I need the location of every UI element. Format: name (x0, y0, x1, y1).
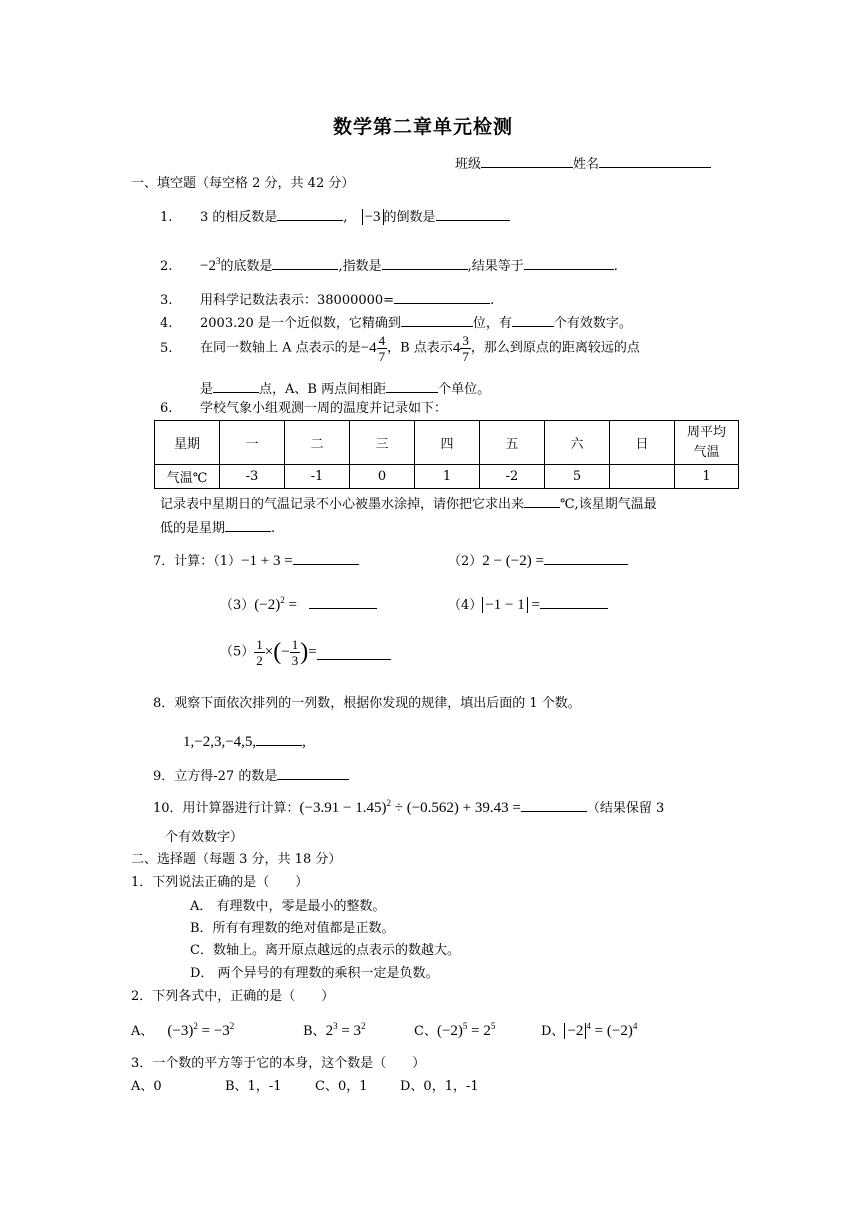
q7-p4 (448, 594, 608, 614)
q5-text-c: ，那么到原点的距离较远的点 (470, 340, 640, 356)
q8-seq: 1,−2,3,−4,5, (183, 734, 257, 750)
q7-p2-label: （2） (448, 554, 483, 569)
q6-blank-2[interactable] (225, 517, 271, 532)
q7-label: 7．计算： (153, 554, 214, 569)
q7-p1-expr: −1 + 3 = (241, 553, 293, 569)
table-cell: 三 (350, 421, 415, 465)
q8-text: 8．观察下面依次排列的一列数，根据你发现的规律，填出后面的 1 个数。 (153, 696, 581, 711)
q7-p5-expr: $\frac{1}{2}$ ×(− $\frac{1}{3}$ )= (256, 637, 317, 668)
s2-q3-option-c[interactable]: C、0，1 (315, 1079, 368, 1094)
s2-q2-b-label: B、 (303, 1024, 326, 1039)
s2-q2-option-d[interactable] (541, 1021, 637, 1040)
table-header-row (155, 421, 739, 465)
s2-q3-option-a[interactable]: A、0 (131, 1079, 162, 1094)
q10-line2: 个有效数字） (165, 830, 244, 845)
q6-after-text-b: ℃,该星期气温最 (560, 497, 657, 512)
q7-p4-label: （4） (448, 598, 483, 613)
student-info (455, 153, 711, 173)
q7-p5 (220, 638, 391, 667)
s2-q1-option-b[interactable]: B．所有有理数的绝对值都是正数。 (190, 921, 395, 936)
q7-p2-expr: 2 − (−2) = (482, 553, 544, 569)
q4-text-c: 个有效数字。 (553, 316, 632, 331)
table-cell: 5 (545, 465, 610, 489)
q6-intro-text: 学校气象小组观测一周的温度并记录如下： (200, 401, 448, 416)
s2-q2-c-label: C、 (414, 1024, 437, 1039)
q1-text-b: , (343, 210, 348, 225)
s2-q1-option-d[interactable]: D． 两个异号的有理数的乘积一定是负数。 (190, 966, 439, 981)
s2-q3-option-d[interactable]: D、0，1，-1 (400, 1079, 479, 1094)
q7-p2-blank[interactable] (544, 550, 628, 565)
q3-blank[interactable] (394, 289, 490, 304)
q2-blank-2[interactable] (382, 255, 468, 270)
q5-frac-b: 4 $\frac{3}{7}$ (452, 333, 469, 364)
q5-line2 (200, 378, 490, 398)
q7-p5-label: （5） (220, 644, 255, 660)
q5-line2-c: 个单位。 (438, 382, 491, 397)
q2-number: 2. (160, 259, 173, 274)
q9-line (153, 765, 349, 785)
q1-text-a: 3 的相反数是 (200, 210, 278, 225)
q6-intro (160, 401, 447, 417)
table-row (155, 465, 739, 489)
q4-blank-2[interactable] (512, 312, 554, 327)
q4-number: 4. (160, 316, 173, 331)
s2-q1-stem: 1．下列说法正确的是（ ） (131, 875, 309, 890)
s2-q2-option-c[interactable] (414, 1021, 495, 1040)
q7-p3 (220, 594, 377, 614)
q10-line (153, 797, 664, 817)
q9-text: 9．立方得-27 的数是 (153, 769, 278, 784)
q7-p1-blank[interactable] (293, 550, 359, 565)
s2-q2-c-expr: $(-2)^5 = 2^5$ (436, 1021, 496, 1039)
q1-blank-2[interactable] (436, 206, 510, 221)
s2-q2-d-label: D、 (541, 1024, 565, 1039)
q7-p4-blank[interactable] (540, 594, 608, 609)
page-title: 数学第二章单元检测 (333, 116, 514, 138)
q2-blank-1[interactable] (272, 255, 338, 270)
temperature-table (154, 420, 739, 489)
q1-line (160, 206, 510, 226)
table-cell: 星期 (155, 421, 220, 465)
q4-line (160, 312, 632, 332)
q3-text: 用科学记数法表示：38000000= (200, 293, 395, 308)
q6-after-end: . (271, 521, 276, 536)
q3-end: . (490, 293, 495, 308)
q6-after-line2 (160, 517, 275, 537)
class-blank[interactable] (481, 153, 573, 168)
s2-q1-option-a[interactable]: A． 有理数中，零是最小的整数。 (190, 899, 386, 914)
class-label: 班级 (455, 157, 482, 172)
q2-end: . (613, 259, 618, 274)
q7-p4-expr: −1 − 1 = (482, 597, 540, 613)
table-cell: 一 (220, 421, 285, 465)
q5-text-b: ，B 点表示 (387, 340, 453, 356)
q10-note: （结果保留 3 (586, 801, 665, 816)
q7-line1 (153, 550, 359, 570)
q1-blank-1[interactable] (277, 206, 343, 221)
q6-after-text-c: 低的是星期 (160, 521, 226, 536)
q2-text-b: ,指数是 (338, 259, 382, 274)
table-cell: 六 (545, 421, 610, 465)
q5-text-a: 在同一数轴上 A 点表示的是 (200, 340, 361, 356)
s2-q2-option-b[interactable] (303, 1021, 366, 1040)
q2-blank-3[interactable] (524, 255, 614, 270)
table-cell: 四 (415, 421, 480, 465)
q3-line (160, 289, 494, 309)
q2-line (160, 255, 618, 275)
table-cell: 周平均 气温 (675, 421, 739, 465)
q5-line2-a: 是 (200, 382, 214, 397)
s2-q3-stem: 3．一个数的平方等于它的本身，这个数是（ ） (131, 1056, 426, 1071)
name-blank[interactable] (599, 153, 711, 168)
q7-p2 (448, 550, 628, 570)
section2-heading: 二、选择题（每题 3 分，共 18 分） (131, 852, 342, 867)
q9-blank[interactable] (277, 765, 349, 780)
q2-base-expr: $-2^3$ (200, 256, 221, 274)
q3-number: 3. (160, 293, 173, 308)
s2-q1-option-c[interactable]: C．数轴上。离开原点越远的点表示的数越大。 (190, 943, 460, 958)
q8-end: , (302, 734, 306, 750)
q1-abs-expr: −3 (362, 209, 384, 225)
q5-blank-1[interactable] (213, 378, 259, 393)
q7-p3-blank[interactable] (309, 594, 377, 609)
s2-q2-a-label: A、 (131, 1024, 154, 1039)
table-cell: 1 (415, 465, 480, 489)
s2-q3-option-b[interactable]: B、1，-1 (225, 1079, 282, 1094)
section1-heading: 一、填空题（每空格 2 分，共 42 分） (131, 176, 355, 191)
q4-text-b: 位，有 (472, 316, 512, 331)
table-cell: -3 (220, 465, 285, 489)
q7-p5-blank[interactable] (317, 645, 391, 660)
q10-label: 10．用计算器进行计算： (153, 801, 300, 816)
table-cell: 日 (610, 421, 675, 465)
q5-frac-a: −4 $\frac{4}{7}$ (360, 333, 386, 364)
q5-number: 5. (160, 340, 173, 356)
name-label: 姓名 (573, 157, 600, 172)
q7-p3-label: （3） (220, 598, 255, 613)
table-cell-sunday[interactable] (610, 465, 675, 489)
s2-q2-b-expr: $2^3 = 3^2$ (325, 1021, 366, 1039)
q2-text-c: ,结果等于 (467, 259, 524, 274)
q8-sequence (183, 731, 306, 751)
q10-blank[interactable] (521, 797, 587, 812)
table-cell: 五 (480, 421, 545, 465)
q6-after-text-a: 记录表中星期日的气温记录不小心被墨水涂掉，请你把它求出来 (160, 497, 525, 512)
q6-number: 6. (160, 401, 173, 416)
q5-line (160, 334, 640, 363)
table-cell: 二 (285, 421, 350, 465)
q4-text-a: 2003.20 是一个近似数，它精确到 (200, 316, 401, 331)
q2-text-a: 的底数是 (220, 259, 273, 274)
table-cell: 气温℃ (155, 465, 220, 489)
q8-blank[interactable] (256, 731, 302, 746)
q5-line2-b: 点，A、B 两点间相距 (259, 382, 387, 397)
q1-text-c: 的倒数是 (383, 210, 436, 225)
q7-p1-label: （1） (213, 554, 242, 569)
q1-number: 1. (160, 210, 173, 225)
table-cell: 1 (675, 465, 739, 489)
s2-q2-d-expr: −2 $^4 = (-2)^4$ (564, 1023, 637, 1039)
q4-blank-1[interactable] (401, 312, 473, 327)
q6-after-line1 (160, 493, 657, 513)
table-cell: -1 (285, 465, 350, 489)
table-cell: 0 (350, 465, 415, 489)
s2-q2-a-expr: $(-3)^2 = -3^2$ (167, 1021, 235, 1039)
q6-blank-1[interactable] (524, 493, 560, 508)
q10-expr: $(-3.91 - 1.45)^2 \div (-0.562) + 39.43$ = (299, 798, 521, 816)
table-cell: -2 (480, 465, 545, 489)
q7-p3-expr: $(-2)^2$ = (254, 595, 297, 613)
s2-q2-stem: 2．下列各式中，正确的是（ ） (131, 989, 335, 1004)
q5-blank-2[interactable] (386, 378, 438, 393)
s2-q2-option-a[interactable] (131, 1021, 234, 1040)
